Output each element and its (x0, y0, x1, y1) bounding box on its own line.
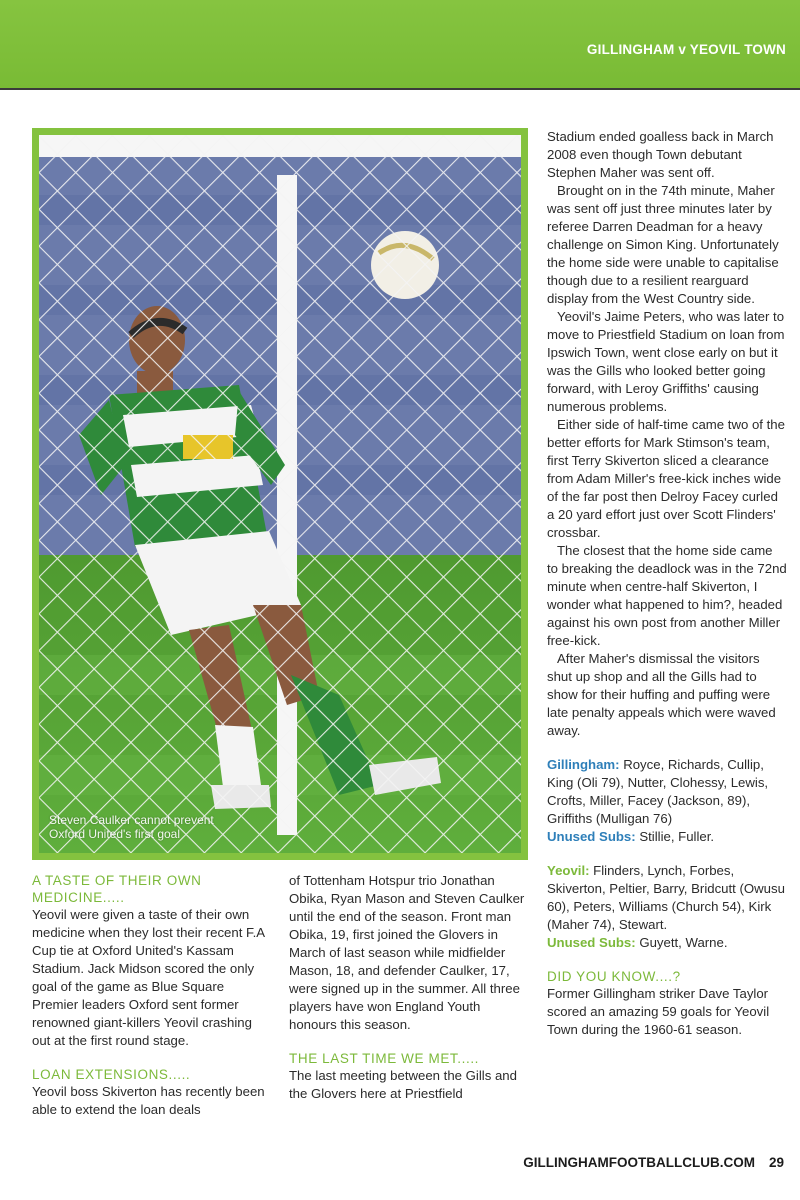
match-title: GILLINGHAM v YEOVIL TOWN (586, 42, 786, 57)
gillingham-label: Gillingham: (547, 757, 620, 772)
heading-did-you-know: DID YOU KNOW....? (547, 969, 681, 984)
paragraph-maher-sent-off: Brought on in the 74th minute, Maher was sent off just three minutes later by referee Darren Deadman for a heavy challenge on Simon King. Unfortunately the home side were unable to capitalise though due to a resilient rearguard display from the West Country side. (547, 183, 779, 306)
yeovil-subs-label: Unused Subs: (547, 935, 636, 950)
paragraph-last-meeting-start: The last meeting between the Gills and the Glovers here at Priestfield (289, 1068, 517, 1101)
gillingham-subs: Stillie, Fuller. (635, 829, 715, 844)
paragraph-loan-start: Yeovil boss Skiverton has recently been able to extend the loan deals (32, 1084, 265, 1117)
paragraph-peters: Yeovil's Jaime Peters, who was later to move to Priestfield Stadium on loan from Ipswich Town, went close early on but it was the Gills who looked better going forward, with Leroy Griffiths' causing numerous problems. (547, 309, 785, 414)
page-footer (523, 1155, 784, 1170)
paragraph-did-you-know: Former Gillingham striker Dave Taylor scored an amazing 59 goals for Yeovil Town during the 1960-61 season. (547, 986, 770, 1037)
column-middle (289, 872, 527, 1103)
paragraph-fa-cup: Yeovil were given a taste of their own medicine when they lost their recent F.A Cup tie at Oxford United's Kassam Stadium. Jack Midson scored the only goal of the game as Blue Square Premier leaders Oxford sent former renowned giant-killers Yeovil crashing out at the first round stage. (32, 907, 265, 1048)
lineup-gillingham (547, 756, 787, 828)
header-band (0, 0, 800, 90)
subs-gillingham (547, 828, 787, 846)
photo-illustration (39, 135, 521, 853)
paragraph-loan-continued: of Tottenham Hotspur trio Jonathan Obika, Ryan Mason and Steven Caulker until the end of the season. Front man Obika, 19, first joined the Glovers in March of last season while midfielder Mason, 18, and defender Caulker, 17, were signed up in the summer. All three players have won England Youth honours this season. (289, 873, 525, 1032)
gillingham-team: Royce, Richards, Cullip, King (Oli 79), Nutter, Clohessy, Lewis, Crofts, Miller, Facey (Jackson, 89), Griffiths (Mulligan 76) (547, 757, 769, 826)
goal-net-photo (39, 135, 521, 853)
lineup-yeovil (547, 862, 787, 934)
gillingham-subs-label: Unused Subs: (547, 829, 636, 844)
paragraph-deadlock: The closest that the home side came to breaking the deadlock was in the 72nd minute when centre-half Skiverton, I wonder what happened to him?, headed against his own post from another Miller free-kick. (547, 543, 787, 648)
heading-taste-of-medicine: A TASTE OF THEIR OWN MEDICINE..... (32, 873, 202, 905)
heading-loan-extensions: LOAN EXTENSIONS..... (32, 1067, 191, 1082)
yeovil-label: Yeovil: (547, 863, 590, 878)
heading-last-time-we-met: THE LAST TIME WE MET..... (289, 1051, 480, 1066)
photo-caption: Steven Caulker cannot prevent Oxford United's first goal (49, 813, 214, 841)
column-right (547, 128, 787, 1039)
yeovil-subs: Guyett, Warne. (635, 935, 728, 950)
subs-yeovil (547, 934, 787, 952)
paragraph-goalless: Stadium ended goalless back in March 2008 even though Town debutant Stephen Maher was sent off. (547, 129, 774, 180)
paragraph-dismissal: After Maher's dismissal the visitors shut up shop and all the Gills had to show for their huffing and puffing were late penalty appeals which were waved away. (547, 651, 776, 738)
photo-frame (32, 128, 528, 860)
yeovil-team: Flinders, Lynch, Forbes, Skiverton, Peltier, Barry, Bridcutt (Owusu 60), Peters, Williams (Church 54), Kirk (Maher 74), Stewart. (547, 863, 785, 932)
footer-site: GILLINGHAMFOOTBALLCLUB.COM (523, 1155, 755, 1170)
column-left (32, 872, 270, 1119)
paragraph-half-time: Either side of half-time came two of the better efforts for Mark Stimson's team, first Terry Skiverton sliced a clearance from Adam Miller's free-kick inches wide of the far post then Delroy Facey curled a 20 yard effort just over Scott Flinders' crossbar. (547, 417, 785, 540)
page-number: 29 (768, 1155, 784, 1170)
